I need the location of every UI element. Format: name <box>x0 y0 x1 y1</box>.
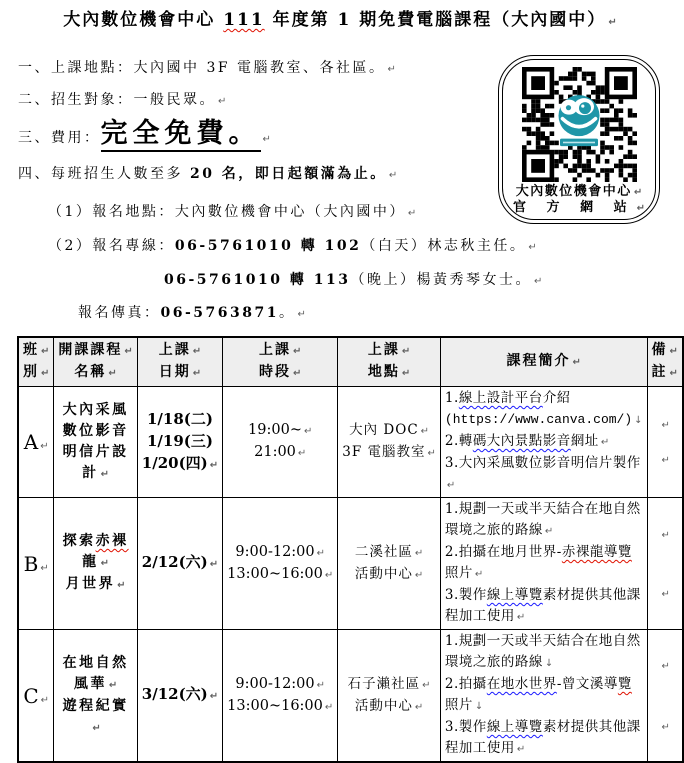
row-b-location: 二溪社區 ↵ 活動中心 ↵ <box>338 498 441 630</box>
row-c-times: 9:00-12:00 ↵ 13:00~16:00 ↵ <box>223 630 338 763</box>
table-row-b <box>18 498 683 630</box>
body-line-register-phone-2: 06-5761010 轉 113（晚上）楊黃秀琴女士。 ↵ <box>164 272 543 288</box>
body-line-register-place: （1）報名地點：大內數位機會中心（大內國中） ↵ <box>48 204 417 220</box>
qr-code-wrap <box>522 67 637 182</box>
row-c-location: 石子瀨社區 ↵ 活動中心 ↵ <box>338 630 441 763</box>
header-note: 備 ↵ 註 ↵ <box>647 337 683 387</box>
row-c-intro: 1.規劃一天或半天結合在地自然 環境之旅的路線 ↓ 2.拍攝在地水世界-曾文溪導覽 照片 ↓ 3.製作線上導覽素材提供其他課 程加工使用 ↵ <box>440 630 647 763</box>
body-line-register-phone-1: （2）報名專線：06-5761010 轉 102（白天）林志秋主任。 ↵ <box>48 238 537 254</box>
row-b-times: 9:00-12:00 ↵ 13:00~16:00 ↵ <box>223 498 338 630</box>
mascot-icon <box>555 93 603 151</box>
row-c-class-label: C ↵ <box>18 630 54 763</box>
row-a-location: 大內 DOC ↵ 3F 電腦教室 ↵ <box>338 387 441 498</box>
table-row-c <box>18 630 683 763</box>
row-a-intro: 1.線上設計平台介紹 (https://www.canva.com/) ↓ 2.轉碼大內景點影音網址 ↵ 3.大內采風數位影音明信片製作↵ <box>440 387 647 498</box>
header-date: 上課 ↵ 日期 ↵ <box>137 337 222 387</box>
header-location: 上課 ↵ 地點 ↵ <box>338 337 441 387</box>
row-b-note: ↵ ↵ <box>647 498 683 630</box>
row-a-note: ↵ ↵ <box>647 387 683 498</box>
body-line-audience: 二、招生對象：一般民眾。 ↵ <box>18 92 227 108</box>
row-a-course-name: 大內采風數位影音明信片設計 ↵ <box>54 387 137 498</box>
document-page <box>0 7 680 756</box>
page-title: 大內數位機會中心 111 年度第 1 期免費電腦課程（大內國中） ↵ <box>63 10 617 30</box>
course-table <box>17 336 684 763</box>
row-a-times: 19:00~ ↵ 21:00 ↵ <box>223 387 338 498</box>
table-header-row <box>18 337 683 387</box>
row-a-class-label: A ↵ <box>18 387 54 498</box>
body-line-quota: 四、每班招生人數至多 20 名，即日起額滿為止。 ↵ <box>18 166 398 182</box>
header-course-name: 開課課程 ↵ 名稱 ↵ <box>54 337 137 387</box>
body-line-fee: 三、費用：完全免費。 ↵ <box>0 116 680 158</box>
header-class: 班 ↵ 別 ↵ <box>18 337 54 387</box>
qr-code-panel-inner <box>502 59 656 220</box>
header-intro: 課程簡介 ↵ <box>440 337 647 387</box>
qr-code-panel <box>498 55 660 224</box>
row-c-course-name: 在地自然風華 ↵ 遊程紀實↵ <box>54 630 137 763</box>
row-b-course-name: 探索赤裸龍 ↵ 月世界 ↵ <box>54 498 137 630</box>
row-b-dates: 2/12(六) ↵ <box>137 498 222 630</box>
row-b-intro: 1.規劃一天或半天結合在地自然 環境之旅的路線 ↵ 2.拍攝在地月世界-赤裸龍導覽 照片 ↵ 3.製作線上導覽素材提供其他課 程加工使用 ↵ <box>440 498 647 630</box>
qr-caption-center-name: 大內數位機會中心 ↵ <box>515 184 643 199</box>
header-time: 上課 ↵ 時段 ↵ <box>223 337 338 387</box>
qr-caption-official-site: 官 方 網 站 ↵ <box>513 200 645 215</box>
body-line-class-location: 一、上課地點：大內國中 3F 電腦教室、各社區。 ↵ <box>18 60 396 76</box>
row-b-class-label: B ↵ <box>18 498 54 630</box>
table-row-a <box>18 387 683 498</box>
body-line-register-fax: 報名傳真：06-5763871。 ↵ <box>78 305 306 321</box>
row-c-note: ↵ ↵ <box>647 630 683 763</box>
row-a-dates: 1/18(二) 1/19(三) 1/20(四) ↵ <box>137 387 222 498</box>
row-c-dates: 3/12(六) ↵ <box>137 630 222 763</box>
